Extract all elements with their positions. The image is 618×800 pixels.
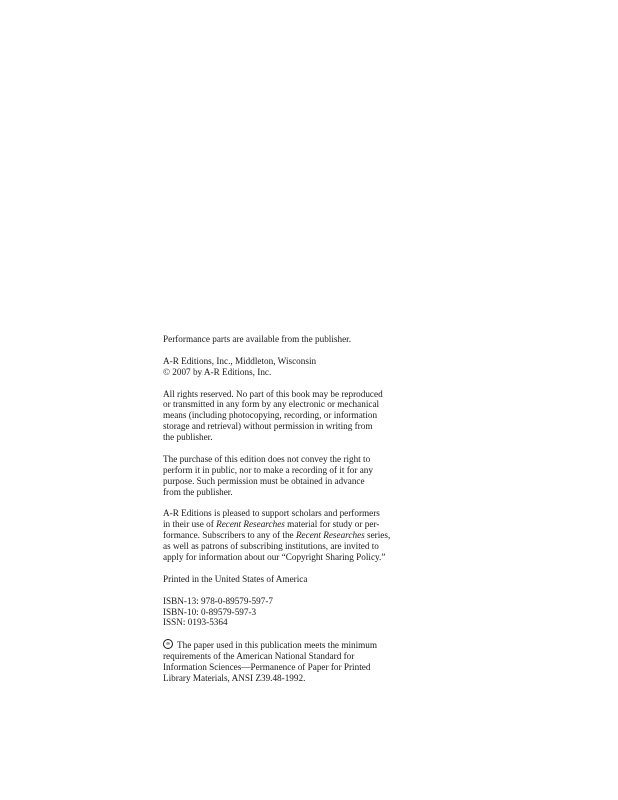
text-line: [163, 639, 463, 651]
text-run: in their use of: [163, 519, 217, 530]
isbn-10: ISBN-10: 0-89579-597-3: [163, 606, 257, 617]
copyright-notice: © 2007 by A-R Editions, Inc.: [163, 366, 272, 377]
text-run: The paper used in this publication meets the minimum: [177, 640, 378, 651]
text-line: purpose. Such permission must be obtained in advance: [163, 475, 365, 486]
sharing-policy-paragraph: [163, 508, 463, 563]
text-run: formance. Subscribers to any of the: [163, 530, 296, 541]
text-line: or transmitted in any form by any electronic or mechanical: [163, 399, 380, 410]
text-line: Library Materials, ANSI Z39.48-1992.: [163, 672, 306, 683]
text-line: as well as patrons of subscribing institutions, are invited to: [163, 541, 379, 552]
text-line: from the publisher.: [163, 486, 233, 497]
text-line: All rights reserved. No part of this book may be reproduced: [163, 388, 383, 399]
permanent-paper-icon: ∞: [163, 639, 173, 649]
performance-rights-paragraph: [163, 454, 463, 498]
text-line: Performance parts are available from the publisher.: [163, 334, 352, 344]
text-line: perform it in public, nor to make a recording of it for any: [163, 464, 373, 475]
text-line: The purchase of this edition does not convey the right to: [163, 453, 371, 464]
text-line: apply for information about our “Copyright Sharing Policy.”: [163, 552, 386, 563]
rights-reserved-paragraph: [163, 389, 463, 444]
series-title: Recent Researches: [216, 519, 285, 530]
text-line: means (including photocopying, recording, or information: [163, 410, 378, 421]
series-title: Recent Researches: [295, 530, 365, 541]
text-line: A-R Editions is pleased to support scholars and performers: [163, 508, 380, 519]
text-line: Information Sciences—Permanence of Paper for Printed: [163, 662, 371, 673]
text-run: material for study or per-: [284, 519, 380, 530]
text-line: storage and retrieval) without permission in writing from: [163, 421, 373, 432]
text-run: series,: [364, 530, 391, 541]
text-line: Printed in the United States of America: [163, 573, 308, 584]
identifiers-block: [163, 596, 463, 629]
issn: ISSN: 0193-5364: [163, 617, 228, 628]
paper-statement-paragraph: [163, 639, 463, 684]
performance-parts-note: [163, 334, 463, 345]
text-line: [163, 519, 463, 530]
isbn-13: ISBN-13: 978-0-89579-597-7: [163, 595, 273, 606]
copyright-page-block: [163, 334, 463, 695]
text-line: the publisher.: [163, 432, 213, 443]
text-line: requirements of the American National Standard for: [163, 651, 355, 662]
printed-in-statement: [163, 574, 463, 585]
publisher-info: [163, 356, 463, 378]
text-line: [163, 530, 463, 541]
publisher-address: A-R Editions, Inc., Middleton, Wisconsin: [163, 355, 317, 366]
